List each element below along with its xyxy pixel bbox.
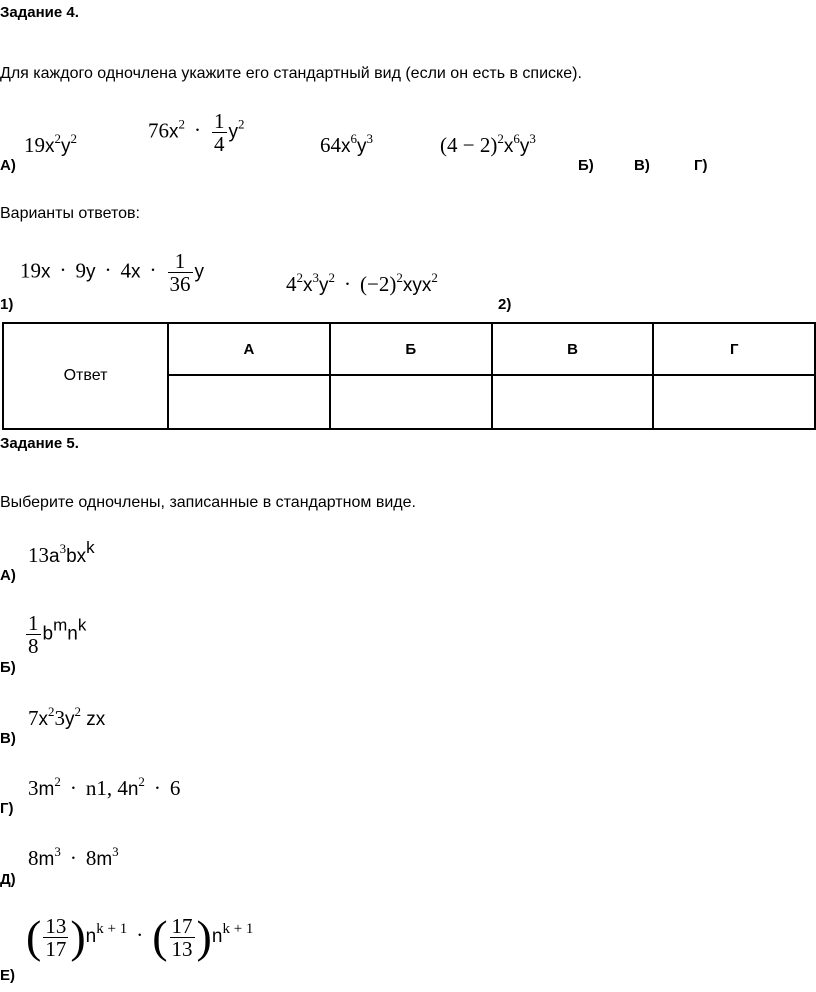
task5-expr-c: $7x^23y^2$ zx <box>28 704 106 730</box>
answer-header-d: Г <box>653 323 815 375</box>
task5-instruction: Выберите одночлены, записанные в стандартном виде. <box>0 494 416 511</box>
task5-expr-e: $8m^3 \cdot 8m^3$ <box>28 844 119 870</box>
answer-1-expr: 19x · 9y · 4x · $\frac{1}{36}$ y <box>20 249 204 296</box>
task5-label-a: А) <box>0 567 16 584</box>
answer-header-c: В <box>492 323 654 375</box>
task4-expr-c: $64x^6y^3$ <box>320 131 373 157</box>
task4-label-c: В) <box>634 157 650 174</box>
task4-instruction: Для каждого одночлена укажите его стандартный вид (если он есть в списке). <box>0 65 582 82</box>
task5-label-c: В) <box>0 730 16 747</box>
task5-expr-f: ( $\frac{13}{17}$ )$n^{k + 1}$ · ( $\frac{17}{13}$ )$n^{k + 1}$ <box>26 911 254 962</box>
task5-label-e: Д) <box>0 871 16 888</box>
answer-cell-d[interactable] <box>653 375 815 429</box>
task5-expr-b: $\frac{1}{8}$ $b^mn^k$ <box>28 611 87 658</box>
task5-title: Задание 5. <box>0 435 79 452</box>
task4-label-a: А) <box>0 157 16 174</box>
task5-expr-d: $3m^2 \cdot n1$, $4n^2 \cdot 6$ <box>28 774 181 800</box>
answer-cell-b[interactable] <box>330 375 492 429</box>
answer-header-b: Б <box>330 323 492 375</box>
answers-title: Варианты ответов: <box>0 205 140 222</box>
task5-label-b: Б) <box>0 659 16 676</box>
task5-label-d: Г) <box>0 800 14 817</box>
task4-label-d: Г) <box>694 157 708 174</box>
task5-label-f: Е) <box>0 967 15 984</box>
task4-expr-b: $76x^2$ · $\frac{1}{4}$ $y^2$ <box>148 109 245 156</box>
answer-table <box>2 322 816 430</box>
answer-row-label: Ответ <box>3 323 168 429</box>
answer-cell-c[interactable] <box>492 375 654 429</box>
answer-2-expr: $4^2x^3y^2 \cdot (-2)^2xyx^2$ <box>286 270 438 296</box>
answer-header-a: А <box>168 323 330 375</box>
answer-label-2: 2) <box>498 296 512 313</box>
answer-label-1: 1) <box>0 296 14 313</box>
task5-expr-a: $13a^3bx^k$ <box>28 538 95 567</box>
task4-label-b: Б) <box>578 157 594 174</box>
answer-cell-a[interactable] <box>168 375 330 429</box>
task4-title: Задание 4. <box>0 4 79 21</box>
task4-expr-a: $19x^2y^2$ <box>24 131 77 157</box>
task4-expr-d: $(4 - 2)^2x^6y^3$ <box>440 131 536 157</box>
